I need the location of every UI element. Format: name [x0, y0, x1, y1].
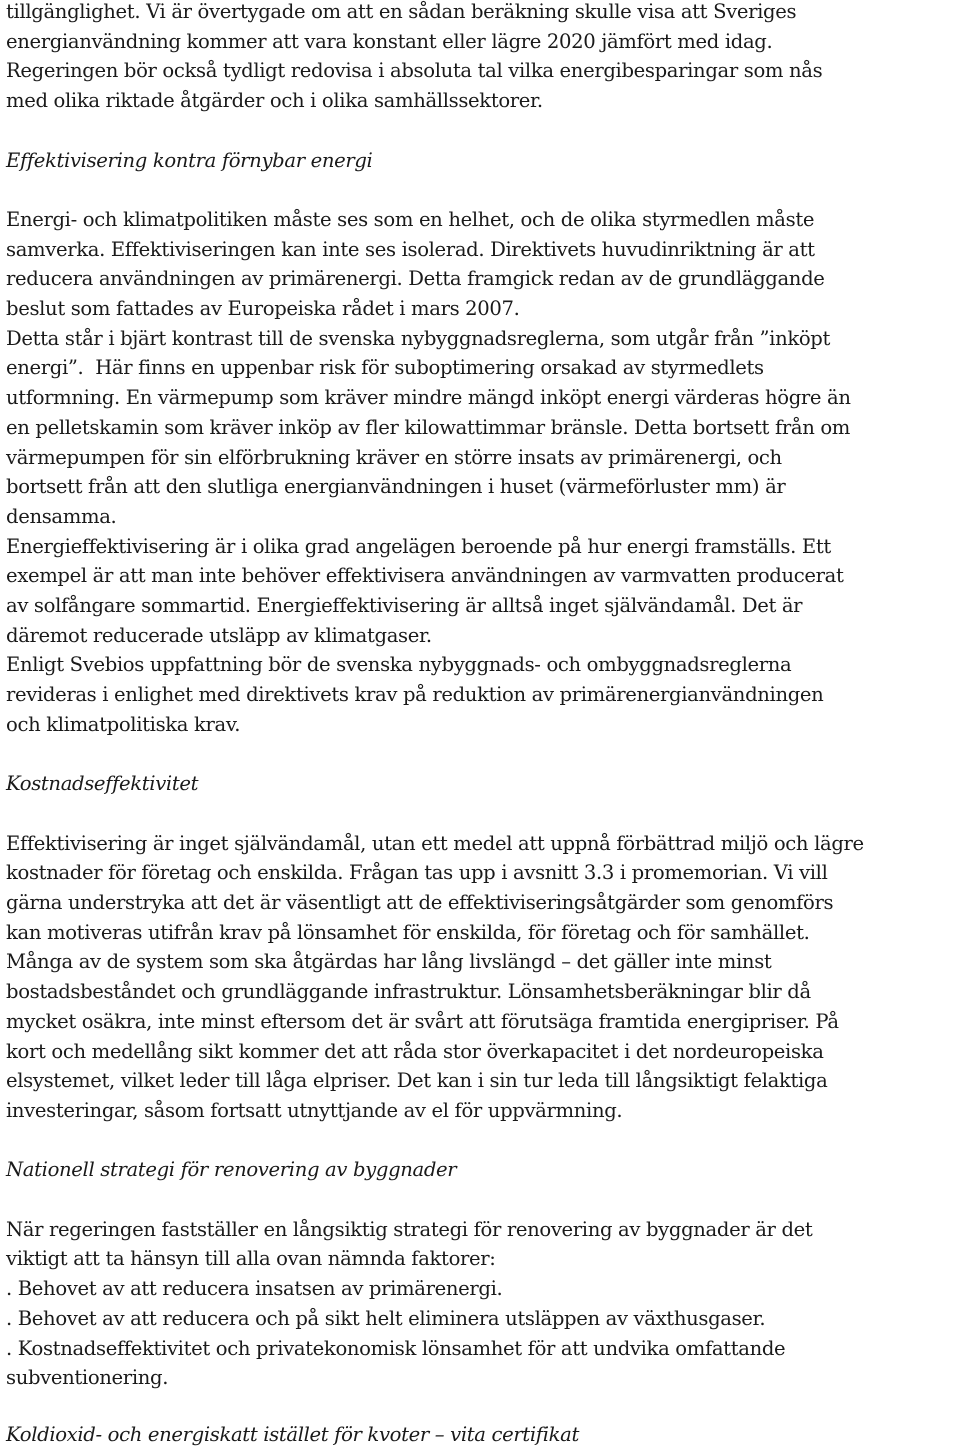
list-item: . Behovet av att reducera insatsen av primärenergi. [6, 1277, 503, 1301]
body-line: en pelletskamin som kräver inköp av fler kilowattimmar bränsle. Detta bortsett från om [6, 415, 851, 439]
body-line: Energi- och klimatpolitiken måste ses som en helhet, och de olika styrmedlen måste [6, 207, 815, 231]
body-line: och klimatpolitiska krav. [6, 712, 241, 736]
body-line: Många av de system som ska åtgärdas har lång livslängd – det gäller inte minst [6, 950, 772, 974]
body-line: investeringar, såsom fortsatt utnyttjande av el för uppvärmning. [6, 1098, 623, 1122]
body-line: densamma. [6, 504, 117, 528]
list-item-continuation: subventionering. [6, 1366, 169, 1390]
body-line: utformning. En värmepump som kräver mindre mängd inköpt energi värderas högre än [6, 386, 851, 410]
body-line: gärna understryka att det är väsentligt att de effektiviseringsåtgärder som genomförs [6, 891, 834, 914]
section-heading-effektivisering: Effektivisering kontra förnybar energi [6, 148, 373, 172]
body-line: Energieffektivisering är i olika grad angelägen beroende på hur energi framställs. Ett [6, 534, 831, 558]
body-line: exempel är att man inte behöver effektivisera användningen av varmvatten producerat [6, 564, 844, 588]
body-line: När regeringen fastställer en långsiktig strategi för renovering av byggnader är det [6, 1217, 813, 1241]
body-line: viktigt att ta hänsyn till alla ovan nämnda faktorer: [6, 1247, 496, 1271]
body-line: bostadsbeståndet och grundläggande infrastruktur. Lönsamhetsberäkningar blir då [6, 980, 811, 1004]
section-heading-nationell-strategi: Nationell strategi för renovering av byggnader [6, 1158, 457, 1182]
section-heading-koldioxid: Koldioxid- och energiskatt istället för kvoter – vita certifikat [6, 1422, 579, 1446]
body-line: revideras i enlighet med direktivets krav på reduktion av primärenergianvändningen [6, 683, 824, 707]
body-line: däremot reducerade utsläpp av klimatgaser. [6, 623, 432, 647]
body-line: Effektivisering är inget självändamål, utan ett medel att uppnå förbättrad miljö och lägre [6, 831, 864, 855]
body-line: beslut som fattades av Europeiska rådet i mars 2007. [6, 297, 520, 320]
body-line: kan motiveras utifrån krav på lönsamhet för enskilda, för företag och för samhället. [6, 920, 810, 944]
list-item: . Kostnadseffektivitet och privatekonomisk lönsamhet för att undvika omfattande [6, 1336, 786, 1360]
body-line: bortsett från att den slutliga energianvändningen i huset (värmeförluster mm) är [6, 475, 786, 499]
body-line: kort och medellång sikt kommer det att råda stor överkapacitet i det nordeuropeiska [6, 1039, 824, 1063]
body-line: samverka. Effektiviseringen kan inte ses isolerad. Direktivets huvudinriktning är att [6, 237, 815, 261]
body-line: Enligt Svebios uppfattning bör de svenska nybyggnads- och ombyggnadsreglerna [6, 653, 792, 677]
list-item: . Behovet av att reducera och på sikt helt eliminera utsläppen av växthusgaser. [6, 1306, 766, 1330]
body-line: mycket osäkra, inte minst eftersom det är svårt att förutsäga framtida energipriser. På [6, 1009, 839, 1033]
body-line: reducera användningen av primärenergi. Detta framgick redan av de grundläggande [6, 267, 825, 291]
body-line: energi”. Här finns en uppenbar risk för suboptimering orsakad av styrmedlets [6, 356, 764, 380]
body-line: Detta står i bjärt kontrast till de svenska nybyggnadsreglerna, som utgår från ”inköpt [6, 326, 831, 350]
body-line: elsystemet, vilket leder till låga elpriser. Det kan i sin tur leda till långsiktigt felaktiga [6, 1069, 828, 1093]
intro-line: energianvändning kommer att vara konstant eller lägre 2020 jämfört med idag. [6, 29, 773, 53]
intro-line: Regeringen bör också tydligt redovisa i absoluta tal vilka energibesparingar som nås [6, 59, 823, 83]
body-line: kostnader för företag och enskilda. Frågan tas upp i avsnitt 3.3 i promemorian. Vi vill [6, 861, 828, 885]
body-line: värmepumpen för sin elförbrukning kräver en större insats av primärenergi, och [6, 445, 782, 469]
section-heading-kostnadseffektivitet: Kostnadseffektivitet [6, 772, 199, 796]
intro-line: med olika riktade åtgärder och i olika samhällssektorer. [6, 89, 543, 113]
body-line: av solfångare sommartid. Energieffektivisering är alltså inget självändamål. Det är [6, 594, 803, 617]
intro-line: tillgänglighet. Vi är övertygade om att en sådan beräkning skulle visa att Sveriges [6, 0, 797, 23]
